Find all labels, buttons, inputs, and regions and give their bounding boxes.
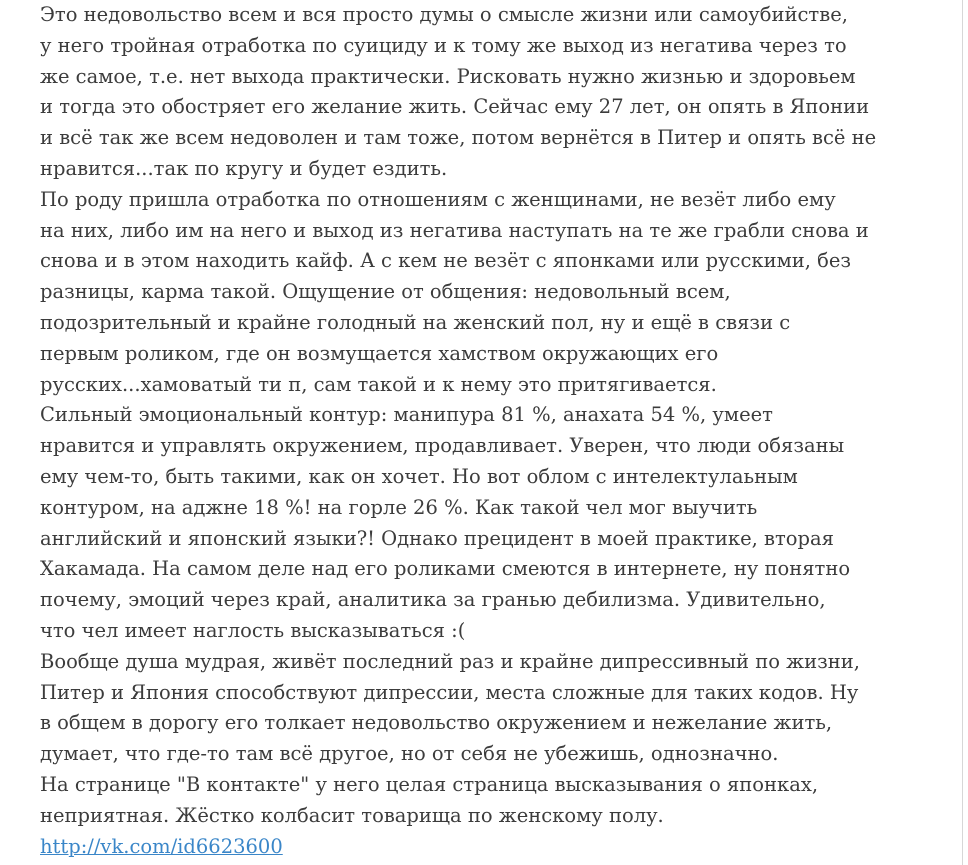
text-line: и всё так же всем недоволен и там тоже, потом вернётся в Питер и опять всё не xyxy=(40,126,877,150)
text-line: подозрительный и крайне голодный на женский пол, ну и ещё в связи с xyxy=(40,310,791,334)
text-line: Питер и Япония способствуют дипрессии, места сложные для таких кодов. Ну xyxy=(40,680,859,704)
text-line: Вообще душа мудрая, живёт последний раз и крайне дипрессивный по жизни, xyxy=(40,649,860,673)
text-line: на них, либо им на него и выход из негатива наступать на те же грабли снова и xyxy=(40,218,869,242)
text-line: неприятная. Жёстко колбасит товарища по женскому полу. xyxy=(40,803,664,827)
vk-profile-link[interactable]: http://vk.com/id6623600 xyxy=(40,834,283,858)
text-line: и тогда это обостряет его желание жить. Сейчас ему 27 лет, он опять в Японии xyxy=(40,95,870,119)
text-line: нравится и управлять окружением, продавливает. Уверен, что люди обязаны xyxy=(40,434,845,458)
text-line: ему чем-то, быть такими, как он хочет. Но вот облом с интелектулаьным xyxy=(40,464,798,488)
text-line: разницы, карма такой. Ощущение от общения: недовольный всем, xyxy=(40,280,731,304)
text-line: нравится...так по кругу и будет ездить. xyxy=(40,156,448,180)
text-line: На странице "В контакте" у него целая страница высказывания о японках, xyxy=(40,772,819,796)
text-line: Хакамада. На самом деле над его роликами смеются в интернете, ну понятно xyxy=(40,557,851,581)
text-line: почему, эмоций через край, аналитика за гранью дебилизма. Удивительно, xyxy=(40,588,826,612)
text-line: первым роликом, где он возмущается хамством окружающих его xyxy=(40,341,719,365)
text-line: Сильный эмоциональный контур: манипура 81 %, анахата 54 %, умеет xyxy=(40,403,773,427)
text-line: у него тройная отработка по суициду и к тому же выход из негатива через то xyxy=(40,33,847,57)
text-line: русских...хамоватый ти п, сам такой и к нему это притягивается. xyxy=(40,372,717,396)
text-line: По роду пришла отработка по отношениям с женщинами, не везёт либо ему xyxy=(40,187,836,211)
text-line: же самое, т.е. нет выхода практически. Рисковать нужно жизнью и здоровьем xyxy=(40,64,856,88)
text-line: Это недовольство всем и вся просто думы о смысле жизни или самоубийстве, xyxy=(40,3,848,26)
content-border xyxy=(962,0,963,865)
text-line: думает, что где-то там всё другое, но от себя не убежишь, однозначно. xyxy=(40,742,779,766)
text-line xyxy=(40,832,960,863)
text-line: английский и японский языки?! Однако прецидент в моей практике, вторая xyxy=(40,526,834,550)
text-line: что чел имеет наглость высказываться :( xyxy=(40,618,466,642)
text-line: в общем в дорогу его толкает недовольство окружением и нежелание жить, xyxy=(40,711,833,735)
text-line: снова и в этом находить кайф. А с кем не везёт с японками или русскими, без xyxy=(40,249,852,273)
article-body xyxy=(40,0,960,862)
text-line: контуром, на аджне 18 %! на горле 26 %. Как такой чел мог выучить xyxy=(40,495,758,519)
